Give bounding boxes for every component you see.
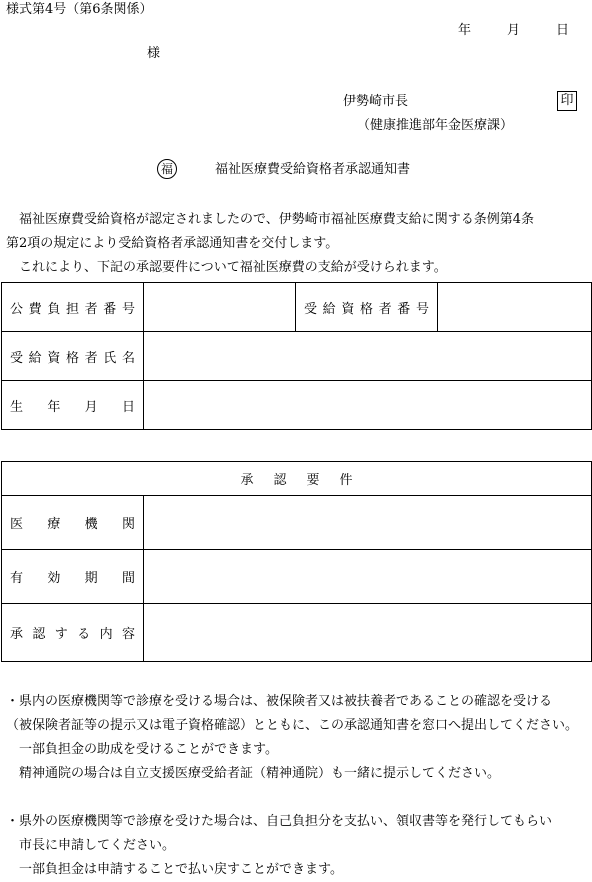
recipient-info-table [1,282,592,430]
label-char: 費 [28,301,42,317]
label-char: 認 [273,473,287,488]
label-char: 資 [47,350,61,366]
note-1-line-1: ・県内の医療機関等で診療を受ける場合は、被保険者又は被扶養者であることの確認を受ける [6,694,553,709]
note-2-line-1: ・県外の医療機関等で診療を受けた場合は、自己負担分を支払い、領収書等を発行してもらい [6,814,553,829]
form-number: 様式第4号（第6条関係） [6,2,153,17]
table-row [2,550,592,604]
label-char: 医 [10,517,24,532]
note-1-line-3: 一部負担金の助成を受けることができます。 [6,742,278,757]
label-char: 月 [84,399,98,415]
label-char: 番 [103,301,117,317]
label-char: 機 [84,517,98,532]
issuer-department: （健康推進部年金医療課） [357,118,514,133]
note-2-line-2: 市長に申請してください。 [6,838,176,853]
label-char: 受 [10,350,24,366]
label-char: 生 [10,399,24,415]
label-char: 内 [99,627,113,642]
label-char: 格 [359,301,373,317]
label-char: 承 [240,473,254,488]
label-char: 名 [121,350,135,366]
label-char: 番 [397,301,411,317]
medical-institution-label [2,496,144,550]
label-char: 関 [121,517,135,532]
seal-mark: 印 [557,91,577,111]
label-char: 間 [121,571,135,586]
label-char: 療 [47,517,61,532]
addressee-suffix: 様 [147,46,161,61]
issuer-name: 伊勢崎市長 [343,94,409,109]
label-char: 者 [84,301,98,317]
date-day-label: 日 [556,23,570,38]
notes-section [6,690,578,882]
label-char: 受 [304,301,318,317]
label-char: 担 [65,301,79,317]
table-row [2,496,592,550]
label-char: 期 [84,571,98,586]
label-char: 年 [47,399,61,415]
medical-institution-field[interactable] [144,496,592,550]
birthdate-label [2,381,144,430]
public-payer-number-field[interactable] [144,283,296,332]
recipient-number-field[interactable] [438,283,592,332]
approved-content-label [2,604,144,662]
validity-period-label [2,550,144,604]
label-char: 容 [121,627,135,642]
validity-period-field[interactable] [144,550,592,604]
recipient-number-label [296,283,438,332]
label-char: 者 [378,301,392,317]
public-payer-number-label [2,283,144,332]
table-row [2,332,592,381]
welfare-circle-mark: 福 [157,159,177,179]
intro-paragraph-2: これにより、下記の承認要件について福祉医療費の支給が受けられます。 [6,260,447,275]
table-row [2,462,592,496]
date-month-label: 月 [507,23,521,38]
label-char: 号 [415,301,429,317]
date-year-label: 年 [458,23,472,38]
label-char: 号 [121,301,135,317]
label-char: 公 [10,301,24,317]
intro-paragraph-1 [6,208,586,256]
label-char: 氏 [103,350,117,366]
note-1-line-2: （被保険者証等の提示又は電子資格確認）とともに、この承認通知書を窓口へ提出してください。 [6,718,579,733]
label-char: 資 [341,301,355,317]
label-char: 認 [32,627,46,642]
label-char: 日 [121,399,135,415]
recipient-name-field[interactable] [144,332,592,381]
recipient-name-label [2,332,144,381]
label-char: る [77,627,91,642]
label-char: 負 [47,301,61,317]
intro-paragraph-1-line-2: 第2項の規定により受給資格者承認通知書を交付します。 [6,236,339,251]
approval-conditions-header [2,462,592,496]
label-char: 効 [47,571,61,586]
label-char: 承 [10,627,24,642]
label-char: 件 [339,473,353,488]
label-char: 格 [65,350,79,366]
label-char: 者 [84,350,98,366]
note-2-line-3: 一部負担金は申請することで払い戻すことができます。 [6,862,343,877]
date-line [458,23,569,39]
label-char: 有 [10,571,24,586]
label-char: 要 [306,473,320,488]
table-row [2,604,592,662]
note-1-line-4: 精神通院の場合は自立支援医療受給者証（精神通院）も一緒に提示してください。 [6,766,501,781]
table-row [2,381,592,430]
approval-conditions-table [1,461,592,662]
label-char: 給 [28,350,42,366]
document-title: 福祉医療費受給資格者承認通知書 [215,162,411,177]
table-row [2,283,592,332]
approved-content-field[interactable] [144,604,592,662]
label-char: す [54,627,68,642]
intro-paragraph-1-line-1: 福祉医療費受給資格が認定されましたので、伊勢崎市福祉医療費支給に関する条例第4条 [6,212,535,227]
birthdate-field[interactable] [144,381,592,430]
label-char: 給 [322,301,336,317]
